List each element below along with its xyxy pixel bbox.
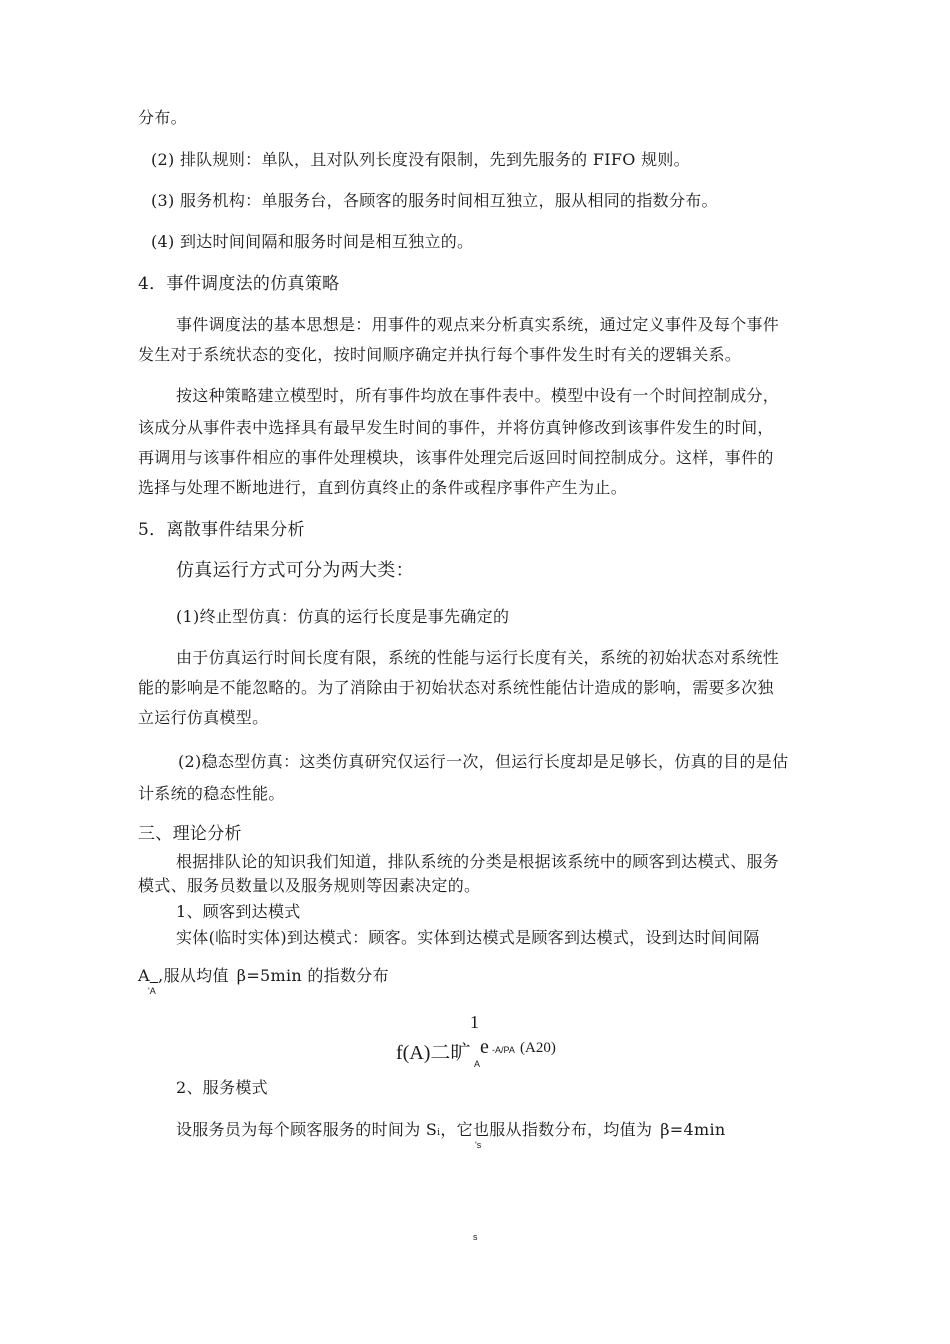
formula-lhs: f(A)二旷	[396, 1042, 471, 1064]
subscript: i	[437, 1128, 441, 1138]
subsection-heading: 1、顾客到达模式	[176, 902, 301, 921]
paragraph-line: 再调用与该事件相应的事件处理模块，该事件处理完后返回时间控制成分。这样，事件的	[138, 448, 774, 467]
subscript: 'A	[148, 986, 156, 996]
list-item: (4) 到达时间间隔和服务时间是相互独立的。	[151, 232, 474, 251]
paragraph-line: 按这种策略建立模型时，所有事件均放在事件表中。模型中设有一个时间控制成分，	[176, 386, 780, 405]
section-heading: 5．离散事件结果分析	[138, 520, 305, 540]
paragraph-text: 设服务员为每个顾客服务的时间为 S	[176, 1120, 438, 1139]
paragraph-line: 该成分从事件表中选择具有最早发生时间的事件，并将仿真钟修改到该事件发生的时间，	[138, 418, 774, 437]
formula-condition: (A20)	[520, 1040, 556, 1056]
formula-exponent: -A/PA	[492, 1045, 515, 1055]
paragraph-text: β=4min	[660, 1120, 726, 1139]
paragraph-line	[176, 1120, 725, 1143]
paragraph-line: (1)终止型仿真：仿真的运行长度是事先确定的	[176, 607, 510, 626]
paragraph-line: 仿真运行方式可分为两大类：	[176, 560, 414, 581]
paragraph-text: 服从均值	[163, 966, 229, 985]
paragraph-text: ，它也服从指数分布，均值为	[440, 1120, 653, 1139]
paragraph-line: 选择与处理不断地进行，直到仿真终止的条件或程序事件产生为止。	[138, 478, 628, 497]
paragraph-line: 发生对于系统状态的变化，按时间顺序确定并执行每个事件发生时有关的逻辑关系。	[138, 345, 742, 364]
formula-subscript: A	[474, 1059, 481, 1069]
paragraph-line: 计系统的稳态性能。	[138, 784, 285, 803]
formula-numerator: 1	[470, 1012, 479, 1032]
paragraph-line: 实体(临时实体)到达模式：顾客。实体到达模式是顾客到达模式，设到达时间间隔	[176, 928, 760, 947]
variable-a: A	[138, 966, 150, 985]
subscript: 's	[475, 1140, 482, 1150]
section-heading: 三、理论分析	[138, 824, 242, 844]
paragraph-text: β=5min 的指数分布	[236, 966, 389, 985]
section-heading: 4．事件调度法的仿真策略	[138, 274, 340, 294]
paragraph-line: 由于仿真运行时间长度有限，系统的性能与运行长度有关，系统的初始状态对系统性	[176, 648, 780, 667]
paragraph-line: 立运行仿真模型。	[138, 708, 269, 727]
list-item: (2) 排队规则：单队，且对队列长度没有限制，先到先服务的 FIFO 规则。	[151, 150, 690, 169]
paragraph-line: 事件调度法的基本思想是：用事件的观点来分析真实系统，通过定义事件及每个事件	[176, 315, 780, 334]
text-line: 分布。	[138, 108, 187, 127]
paragraph-line: A ,服从均值 β=5min 的指数分布	[138, 966, 389, 985]
paragraph-line: 模式、服务员数量以及服务规则等因素决定的。	[138, 876, 481, 895]
paragraph-line: (2)稳态型仿真：这类仿真研究仅运行一次，但运行长度却是足够长，仿真的目的是估	[178, 752, 789, 771]
list-item: (3) 服务机构：单服务台，各顾客的服务时间相互独立，服从相同的指数分布。	[151, 191, 718, 210]
variable-a-underline	[150, 966, 158, 985]
formula-e: e	[480, 1036, 489, 1058]
footer-mark: s	[473, 1232, 478, 1242]
paragraph-line: 能的影响是不能忽略的。为了消除由于初始状态对系统性能估计造成的影响，需要多次独	[138, 678, 774, 697]
paragraph-line: 根据排队论的知识我们知道，排队系统的分类是根据该系统中的顾客到达模式、服务	[176, 852, 780, 871]
subsection-heading: 2、服务模式	[176, 1078, 268, 1097]
